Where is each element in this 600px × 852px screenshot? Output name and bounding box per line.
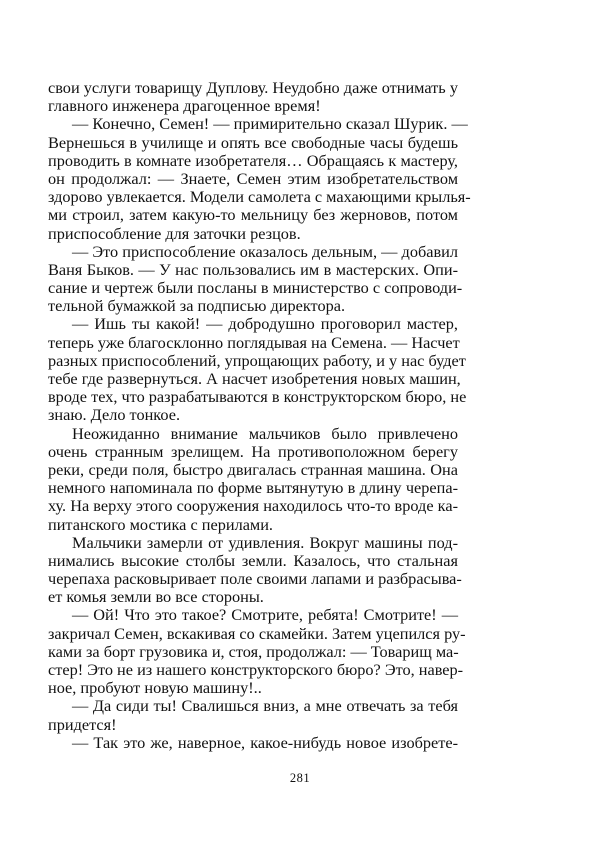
text-line: Вернешься в училище и опять все свободные часы будешь: [48, 132, 458, 152]
text-line: разных приспособлений, упрощающих работу, и у нас будет: [48, 350, 466, 370]
text-line: нимались высокие столбы земли. Казалось, что стальная: [48, 550, 458, 570]
text-line: черепаха расковыривает поле своими лапами и разбрасыва-: [48, 569, 462, 589]
text-line: — Ишь ты какой! — добродушно проговорил мастер,: [72, 314, 458, 334]
text-line: — Да сиди ты! Свалишься вниз, а мне отвечать за тебя: [72, 696, 458, 716]
text-line: — Конечно, Семен! — примирительно сказал Шурик. —: [72, 114, 468, 134]
text-line: главного инженера драгоценное время!: [48, 96, 321, 116]
text-line: теперь уже благосклонно поглядывая на Семена. — Насчет: [48, 332, 460, 352]
text-line: проводить в комнате изобретателя… Обращаясь к мастеру,: [48, 150, 458, 170]
text-line: очень странным зрелищем. На противоположном берегу: [48, 441, 458, 461]
page-number: 281: [289, 771, 311, 785]
text-line: — Так это же, наверное, какое-нибудь новое изобрете-: [72, 732, 458, 752]
text-line: свои услуги товарищу Дуплову. Неудобно даже отнимать у: [48, 78, 458, 97]
text-line: здорово увлекается. Модели самолета с махающими крылья-: [48, 187, 471, 207]
text-line: ет комья земли во все стороны.: [48, 587, 264, 607]
text-line: Ваня Быков. — У нас пользовались им в мастерских. Опи-: [48, 259, 458, 279]
text-line: знаю. Дело тонкое.: [48, 405, 181, 425]
text-line: сание и чертеж были посланы в министерство с сопроводи-: [48, 278, 463, 298]
text-line: ное, пробуют новую машину!..: [48, 678, 262, 698]
text-line: ми строил, затем какую-то мельницу без жерновов, потом: [48, 205, 458, 225]
body-text: [48, 78, 471, 752]
text-line: вроде тех, что разрабатываются в конструкторском бюро, не: [48, 387, 467, 407]
text-line: ками за борт грузовика и, стоя, продолжал: — Товарищ ма-: [48, 641, 459, 661]
text-line: приспособление для заточки резцов.: [48, 223, 301, 243]
text-line: стер! Это не из нашего конструкторского бюро? Это, навер-: [48, 660, 464, 679]
text-line: питанского мостика с перилами.: [48, 514, 274, 534]
text-line: реки, среди поля, быстро двигалась странная машина. Она: [48, 459, 458, 479]
text-line: тельной бумажкой за подписью директора.: [48, 296, 346, 316]
text-line: тебе где развернуться. А насчет изобретения новых машин,: [48, 369, 461, 388]
text-line: он продолжал: — Знаете, Семен этим изобретательством: [48, 168, 458, 188]
text-line: придется!: [48, 714, 117, 734]
text-line: закричал Семен, вскакивая со скамейки. Затем уцепился ру-: [48, 623, 466, 643]
text-line: — Это приспособление оказалось дельным, — добавил: [72, 241, 458, 261]
text-line: Неожиданно внимание мальчиков было привлечено: [72, 423, 458, 443]
text-line: ху. На верху этого сооружения находилось что-то вроде ка-: [48, 496, 458, 516]
text-line: немного напоминала по форме вытянутую в длину черепа-: [48, 478, 458, 498]
text-line: Мальчики замерли от удивления. Вокруг машины под-: [72, 532, 458, 552]
text-line: — Ой! Что это такое? Смотрите, ребята! Смотрите! —: [72, 605, 458, 625]
